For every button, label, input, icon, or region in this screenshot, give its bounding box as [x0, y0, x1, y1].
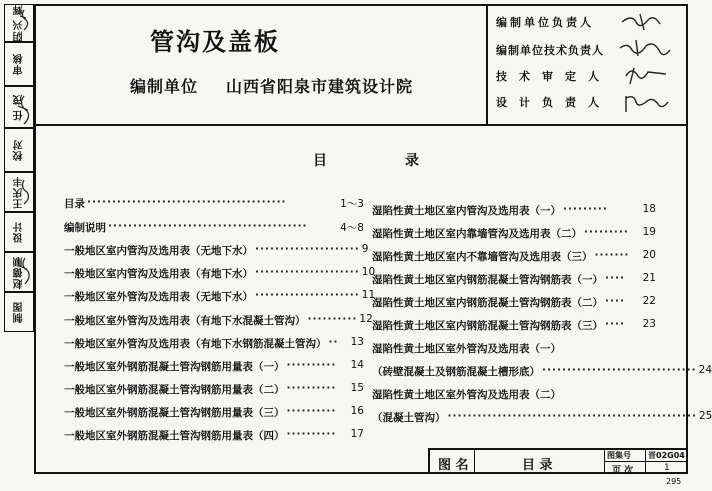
- toc-right-item: 湿陷性黄土地区室内钢筋混凝土管沟钢筋表（一） ···· 21: [372, 272, 656, 286]
- toc-left-item: 目录 ········································ 1～3: [64, 196, 364, 210]
- atlas-number: 晋02G04: [648, 451, 685, 460]
- unit-name: 山西省阳泉市建筑设计院: [226, 77, 414, 96]
- sidebar-label-7: 赵德顺: [13, 255, 25, 289]
- toc-right-item: 湿陷性黄土地区室外管沟及选用表（二）: [372, 389, 561, 401]
- toc-left-item: 编制说明 ········································ 4～8: [64, 220, 364, 234]
- toc-right-item: （混凝土管沟） ·················································· 25: [372, 410, 712, 424]
- toc-heading-1: 目: [313, 153, 329, 169]
- page-number: 1: [664, 463, 670, 473]
- sidebar-label-6: 设计: [13, 221, 25, 243]
- header-divider: [34, 124, 688, 126]
- figure-name-label: 图 名: [438, 458, 469, 473]
- toc-left-item: 一般地区室外管沟及选用表（有地下水钢筋混凝土管沟） ·· 13: [64, 336, 364, 350]
- toc-left-item: 一般地区室内管沟及选用表（有地下水） ····················· 10: [64, 266, 376, 280]
- figure-name: 目 录: [522, 458, 553, 473]
- toc-left-item: 一般地区室外钢筋混凝土管沟钢筋用量表（四） ·········· 17: [64, 428, 364, 442]
- toc-right-item: （砖壁混凝土及钢筋混凝土槽形底） ······························· 24: [372, 364, 712, 378]
- toc-left-item: 一般地区室内管沟及选用表（无地下水） ····················· 9: [64, 243, 369, 257]
- toc-right-item: 湿陷性黄土地区室内钢筋混凝土管沟钢筋表（二） ···· 22: [372, 295, 656, 309]
- toc-right-item: 湿陷性黄土地区室内靠墙管沟及选用表（二） ········· 19: [372, 226, 656, 240]
- toc-heading-2: 录: [405, 153, 421, 169]
- sidebar-signatures: [4, 4, 34, 334]
- toc-left-item: 一般地区室外管沟及选用表（无地下水） ····················· 11: [64, 289, 376, 303]
- sidebar-label-3: 任 茂: [13, 93, 25, 121]
- header-vertical-divider: [486, 4, 488, 124]
- role-tech-head: 编制单位技术负责人: [496, 44, 604, 57]
- toc-left-item: 一般地区室外管沟及选用表（有地下水混凝土管沟） ·········· 12: [64, 313, 373, 327]
- responsible-signatures: [618, 8, 682, 118]
- sidebar-label-8: 制图: [13, 301, 25, 323]
- sidebar-label-2: 审核: [13, 53, 25, 75]
- toc-left-item: 一般地区室外钢筋混凝土管沟钢筋用量表（一） ·········· 14: [64, 359, 364, 373]
- toc-right-item: 湿陷性黄土地区室内钢筋混凝土管沟钢筋表（三） ···· 23: [372, 318, 656, 332]
- toc-right-item: 湿陷性黄土地区室内不靠墙管沟及选用表（三） ······· 20: [372, 249, 656, 263]
- toc-left-item: 一般地区室外钢筋混凝土管沟钢筋用量表（二） ·········· 15: [64, 382, 364, 396]
- title-block-mid: [604, 461, 688, 462]
- sidebar-label-1: 阴兴 辉: [13, 4, 25, 42]
- atlas-number-label: 图集号: [607, 451, 631, 460]
- page-title: 管沟及盖板: [150, 28, 280, 56]
- toc-right-item: 湿陷性黄土地区室内管沟及选用表（一） ········· 18: [372, 203, 656, 217]
- sidebar-label-4: 校对: [13, 139, 25, 161]
- toc-left-item: 一般地区室外钢筋混凝土管沟钢筋用量表（三） ·········· 16: [64, 405, 364, 419]
- unit-label: 编制单位: [130, 77, 199, 96]
- toc-right-item: 湿陷性黄土地区室外管沟及选用表（一）: [372, 343, 561, 355]
- title-block-div-1: [474, 449, 475, 474]
- title-block-left: [428, 448, 430, 474]
- sidebar-label-5: 王庆丰: [13, 175, 25, 209]
- role-unit-head: 编制单位负责人: [496, 16, 594, 29]
- role-design-head: 设计负责人: [496, 96, 611, 109]
- sheet-corner-number: 295: [666, 477, 682, 486]
- page-number-label: 页 次: [612, 466, 634, 476]
- role-tech-reviewer: 技术审定人: [496, 70, 611, 83]
